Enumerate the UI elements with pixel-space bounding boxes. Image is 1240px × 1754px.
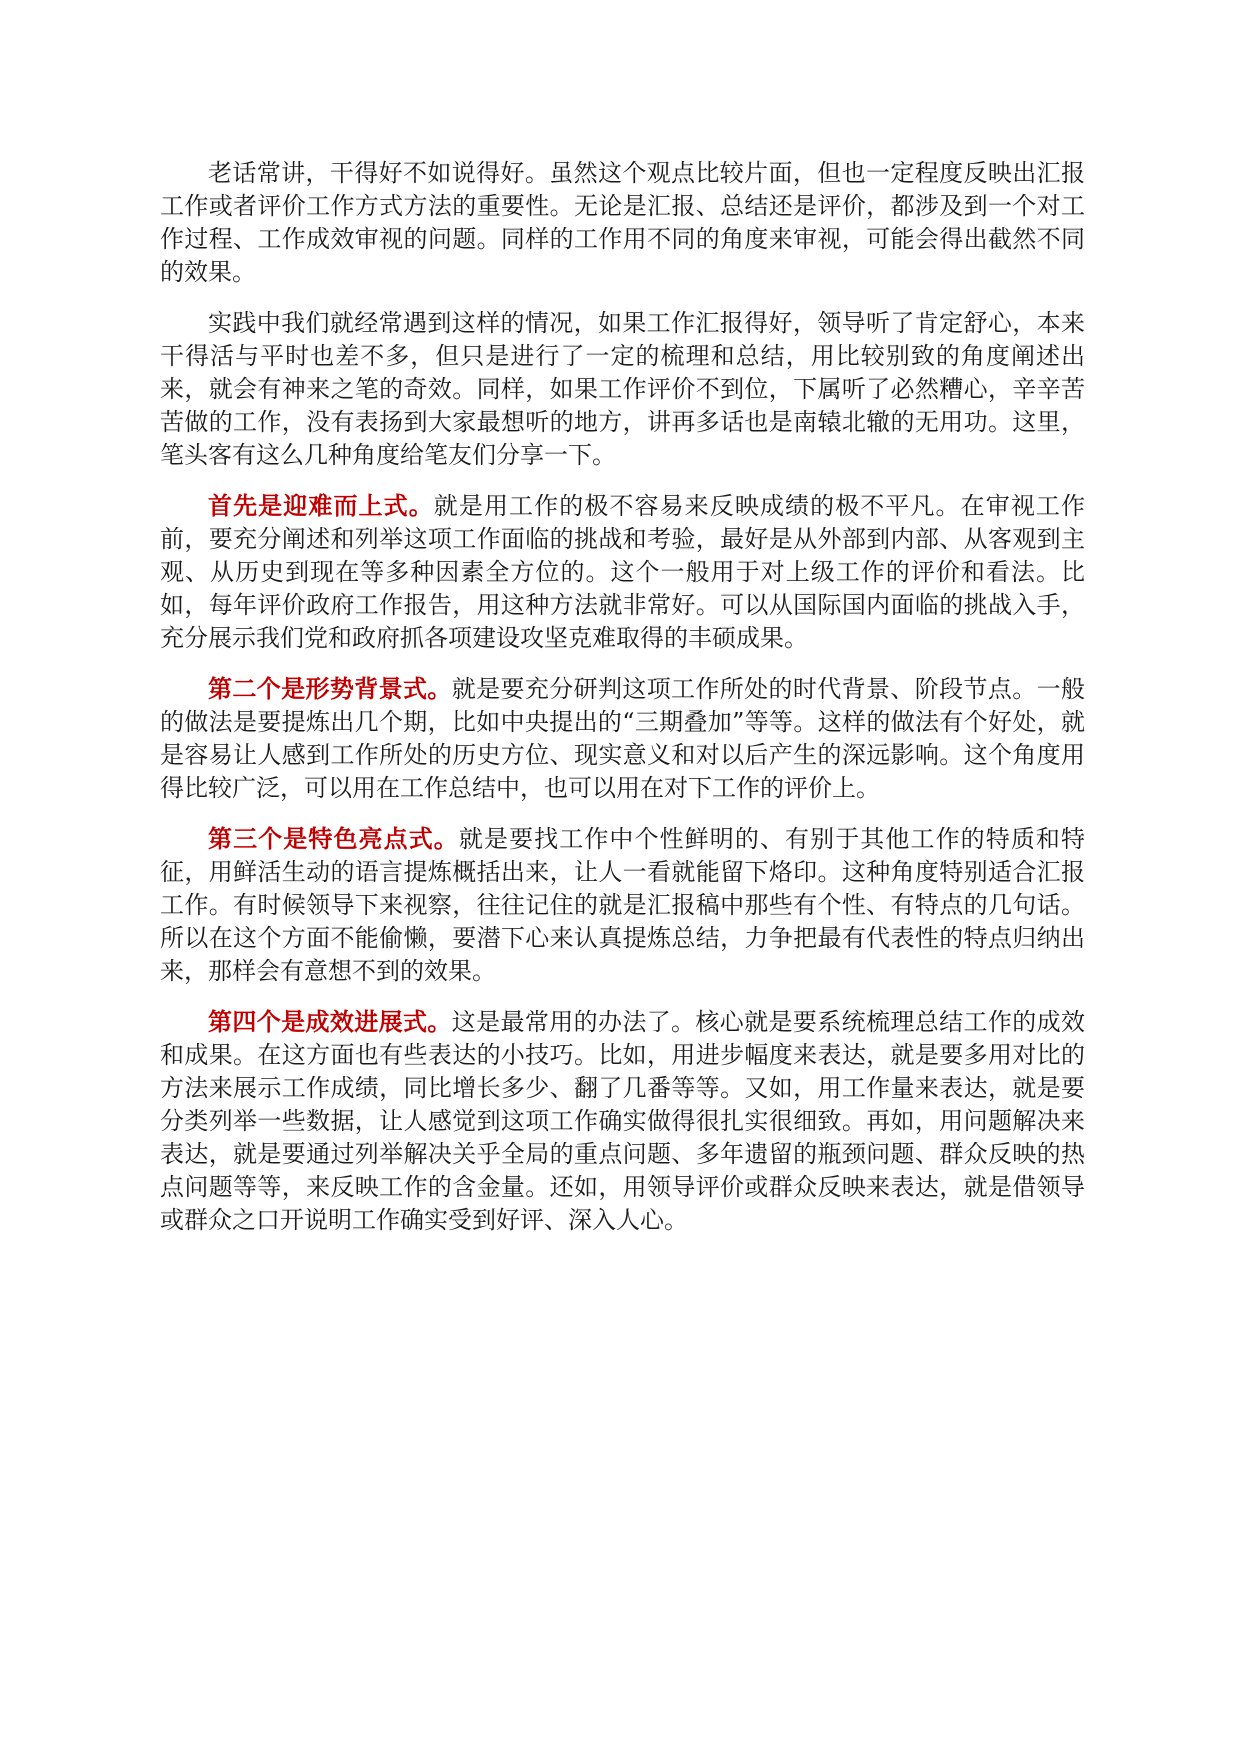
paragraph-lead: 第四个是成效进展式。 [208,1007,452,1036]
paragraph-text: 实践中我们就经常遇到这样的情况，如果工作汇报得好，领导听了肯定舒心，本来干得活与平时也差不多，但只是进行了一定的梳理和总结，用比较别致的角度阐述出来，就会有神来之笔的奇效。同样，如果工作评价不到位，下属听了必然糟心，辛辛苦苦做的工作，没有表扬到大家最想听的地方，讲再多话也是南辕北辙的无用功。这里，笔头客有这么几种角度给笔友们分享一下。 [160,309,1085,469]
paragraph-text: 就是用工作的极不容易来反映成绩的极不平凡。在审视工作前，要充分阐述和列举这项工作面临的挑战和考验，最好是从外部到内部、从客观到主观、从历史到现在等多种因素全方位的。这个一般用于对上级工作的评价和看法。比如，每年评价政府工作报告，用这种方法就非常好。可以从国际国内面临的挑战入手，充分展示我们党和政府抓各项建设攻坚克难取得的丰硕成果。 [160,492,1086,652]
paragraph-lead: 首先是迎难而上式。 [208,491,434,520]
paragraph-approach-1 [160,489,1085,655]
paragraph-approach-3 [160,822,1085,988]
paragraph-text: 这是最常用的办法了。核心就是要系统梳理总结工作的成效和成果。在这方面也有些表达的小技巧。比如，用进步幅度来表达，就是要多用对比的方法来展示工作成绩，同比增长多少、翻了几番等等。又如，用工作量来表达，就是要分类列举一些数据，让人感觉到这项工作确实做得很扎实很细致。再如，用问题解决来表达，就是要通过列举解决关乎全局的重点问题、多年遗留的瓶颈问题、群众反映的热点问题等等，来反映工作的含金量。还如，用领导评价或群众反映来表达，就是借领导或群众之口开说明工作确实受到好评、深入人心。 [160,1008,1086,1234]
paragraph-lead: 第三个是特色亮点式。 [208,824,459,853]
paragraph-approach-2 [160,672,1085,805]
article-body [160,156,1085,1254]
paragraph-text: 就是要找工作中个性鲜明的、有别于其他工作的特质和特征，用鲜活生动的语言提炼概括出来，让人一看就能留下烙印。这种角度特别适合汇报工作。有时候领导下来视察，往往记住的就是汇报稿中那些有个性、有特点的几句话。所以在这个方面不能偷懒，要潜下心来认真提炼总结，力争把最有代表性的特点归纳出来，那样会有意想不到的效果。 [160,825,1086,985]
paragraph-text: 就是要充分研判这项工作所处的时代背景、阶段节点。一般的做法是要提炼出几个期，比如中央提出的“三期叠加”等等。这样的做法有个好处，就是容易让人感到工作所处的历史方位、现实意义和对以后产生的深远影响。这个角度用得比较广泛，可以用在工作总结中，也可以用在对下工作的评价上。 [160,675,1086,802]
paragraph-text: 老话常讲，干得好不如说得好。虽然这个观点比较片面，但也一定程度反映出汇报工作或者评价工作方式方法的重要性。无论是汇报、总结还是评价，都涉及到一个对工作过程、工作成效审视的问题。同样的工作用不同的角度来审视，可能会得出截然不同的效果。 [160,159,1085,286]
paragraph-practice [160,306,1085,472]
paragraph-intro [160,156,1085,289]
paragraph-approach-4 [160,1005,1085,1237]
paragraph-lead: 第二个是形势背景式。 [208,674,452,703]
